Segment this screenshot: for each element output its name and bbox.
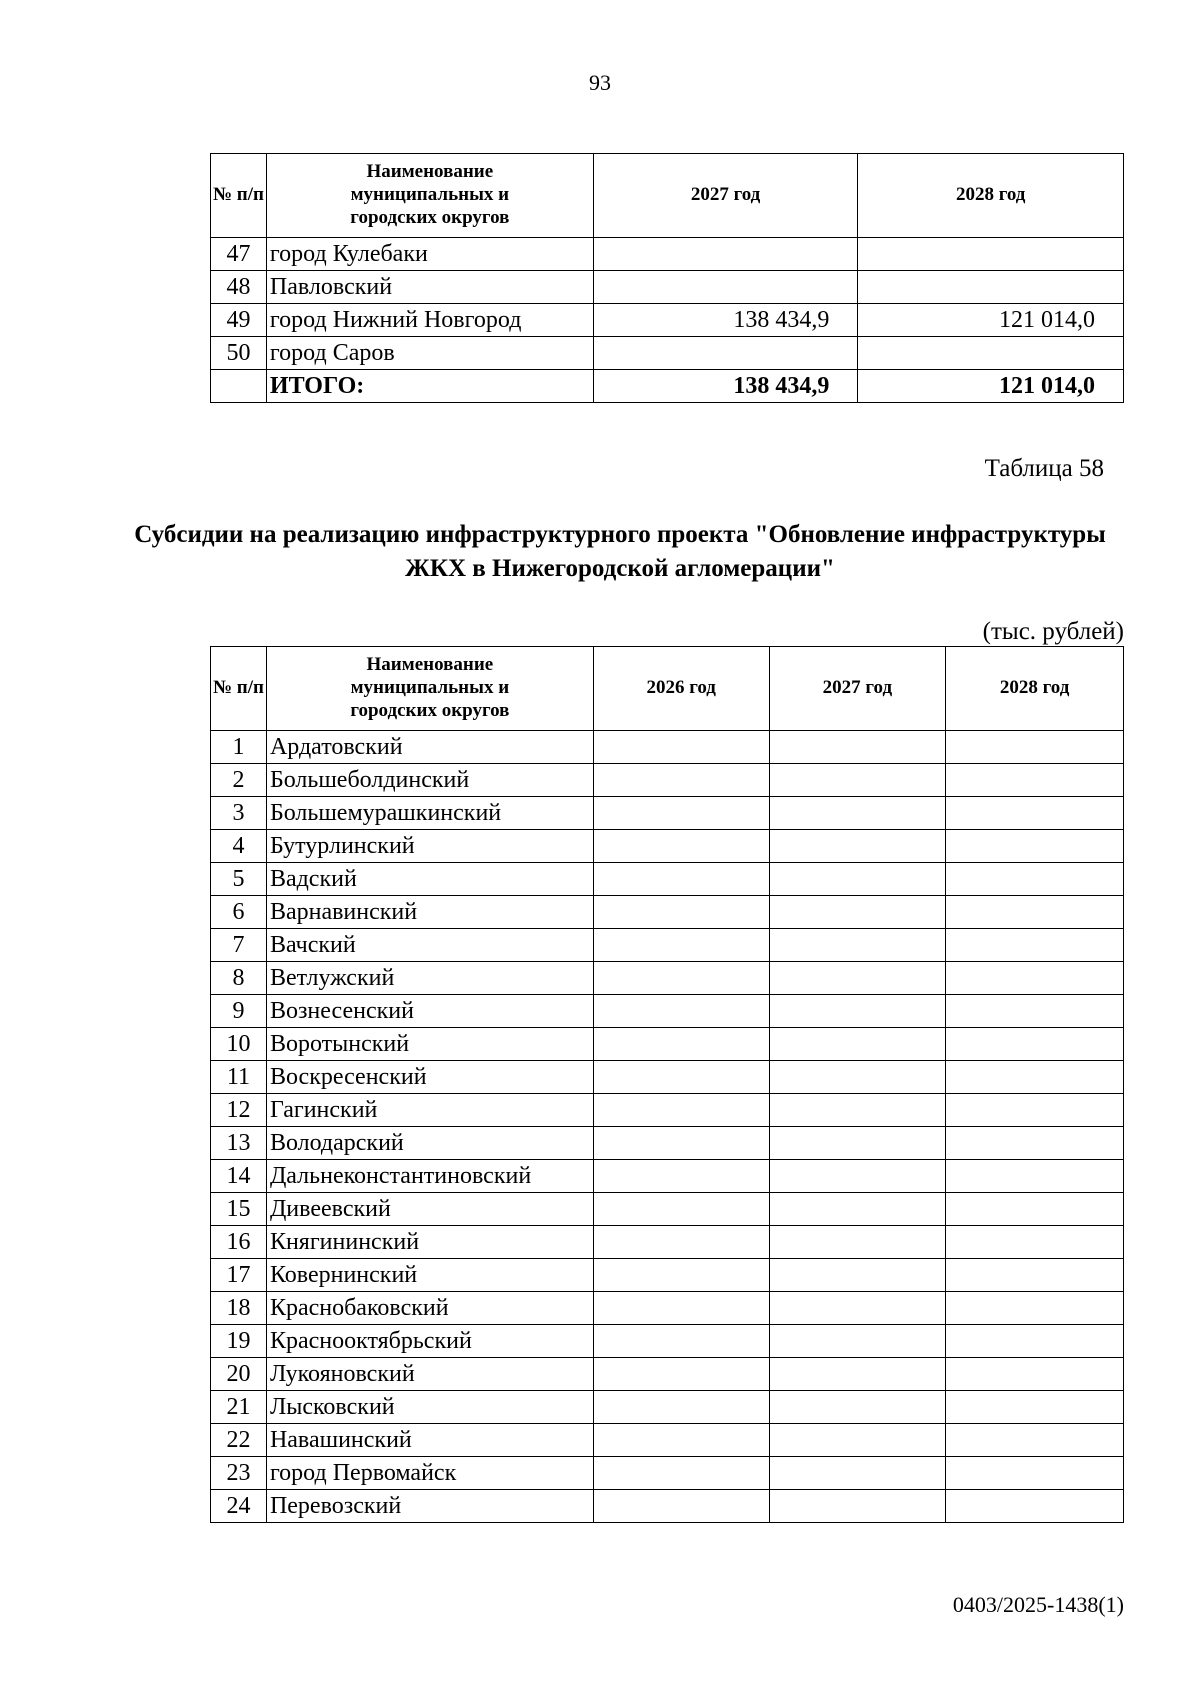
row-value-2026: [593, 1457, 769, 1490]
row-number: 12: [211, 1094, 267, 1127]
row-name: Гагинский: [266, 1094, 593, 1127]
row-value-2026: [593, 1094, 769, 1127]
row-value-2026: [593, 797, 769, 830]
total-row: [211, 370, 1124, 403]
table-header-row: [211, 647, 1124, 731]
row-value-2026: [593, 1160, 769, 1193]
row-value-2028: [946, 764, 1124, 797]
table-header-row: [211, 154, 1124, 238]
total-number-cell: [211, 370, 267, 403]
row-number: 16: [211, 1226, 267, 1259]
table-row: [211, 1226, 1124, 1259]
row-value-2026: [593, 995, 769, 1028]
row-number: 21: [211, 1391, 267, 1424]
row-value-2028: [946, 1490, 1124, 1523]
row-number: 17: [211, 1259, 267, 1292]
row-value-2026: [593, 1193, 769, 1226]
row-value-2028: [946, 1193, 1124, 1226]
row-number: 13: [211, 1127, 267, 1160]
row-value-2028: [946, 995, 1124, 1028]
header-2027: 2027 год: [769, 647, 946, 731]
row-value-2026: [593, 896, 769, 929]
row-value-2027: [769, 731, 946, 764]
row-value-2028: [946, 1127, 1124, 1160]
row-value-2026: [593, 929, 769, 962]
row-value-2027: [769, 1325, 946, 1358]
row-value-2027: [769, 764, 946, 797]
row-value-2027: [769, 1094, 946, 1127]
row-value-2026: [593, 1259, 769, 1292]
row-value-2027: [769, 1127, 946, 1160]
header-number: № п/п: [211, 154, 267, 238]
table-row: [211, 1325, 1124, 1358]
row-value-2027: [769, 863, 946, 896]
row-value-2027: [769, 1193, 946, 1226]
row-value-2028: [946, 1259, 1124, 1292]
row-value-2027: [769, 1259, 946, 1292]
row-name: Ковернинский: [266, 1259, 593, 1292]
row-value-2026: [593, 1490, 769, 1523]
table-row: [211, 962, 1124, 995]
row-value-2028: 121 014,0: [858, 304, 1124, 337]
row-name: Дальнеконстантиновский: [266, 1160, 593, 1193]
row-value-2027: [593, 271, 858, 304]
table-row: [211, 1061, 1124, 1094]
row-number: 48: [211, 271, 267, 304]
row-name: город Нижний Новгород: [266, 304, 593, 337]
table-row: [211, 797, 1124, 830]
page-number: 93: [589, 70, 611, 95]
row-value-2026: [593, 830, 769, 863]
row-value-2027: [769, 962, 946, 995]
row-value-2027: [769, 1061, 946, 1094]
row-name: Большеболдинский: [266, 764, 593, 797]
row-value-2028: [946, 1094, 1124, 1127]
units-label: (тыс. рублей): [982, 618, 1124, 645]
row-value-2028: [946, 1226, 1124, 1259]
row-value-2028: [946, 896, 1124, 929]
subsidy-table: [210, 646, 1124, 1523]
table-row: [211, 863, 1124, 896]
row-value-2027: [769, 1424, 946, 1457]
row-value-2028: [858, 238, 1124, 271]
row-value-2026: [593, 1226, 769, 1259]
row-name: Большемурашкинский: [266, 797, 593, 830]
row-number: 4: [211, 830, 267, 863]
header-name: Наименование муниципальных и городских округов: [266, 647, 593, 731]
row-value-2026: [593, 1061, 769, 1094]
row-value-2026: [593, 1424, 769, 1457]
row-value-2028: [946, 830, 1124, 863]
row-number: 23: [211, 1457, 267, 1490]
row-number: 1: [211, 731, 267, 764]
table-row: [211, 731, 1124, 764]
table-row: [211, 304, 1124, 337]
table-row: [211, 1160, 1124, 1193]
row-name: Ардатовский: [266, 731, 593, 764]
table-row: [211, 1292, 1124, 1325]
row-number: 7: [211, 929, 267, 962]
row-name: Краснобаковский: [266, 1292, 593, 1325]
table-label: Таблица 58: [984, 455, 1104, 482]
row-value-2027: 138 434,9: [593, 304, 858, 337]
row-name: Вадский: [266, 863, 593, 896]
row-value-2027: [769, 1457, 946, 1490]
total-value-2027: 138 434,9: [593, 370, 858, 403]
document-id: 0403/2025-1438(1): [952, 1592, 1124, 1617]
row-number: 8: [211, 962, 267, 995]
row-value-2028: [946, 1358, 1124, 1391]
row-name: Вачский: [266, 929, 593, 962]
row-name: Навашинский: [266, 1424, 593, 1457]
table-row: [211, 764, 1124, 797]
row-value-2028: [946, 1061, 1124, 1094]
row-name: Варнавинский: [266, 896, 593, 929]
row-name: Перевозский: [266, 1490, 593, 1523]
table-row: [211, 1259, 1124, 1292]
row-number: 2: [211, 764, 267, 797]
row-number: 5: [211, 863, 267, 896]
header-2028: 2028 год: [858, 154, 1124, 238]
subsidy-table-continued: [210, 153, 1124, 403]
row-number: 14: [211, 1160, 267, 1193]
row-value-2027: [769, 896, 946, 929]
row-value-2027: [769, 929, 946, 962]
row-value-2026: [593, 731, 769, 764]
row-value-2028: [946, 797, 1124, 830]
table-row: [211, 1457, 1124, 1490]
row-value-2027: [593, 337, 858, 370]
row-name: Лысковский: [266, 1391, 593, 1424]
row-value-2028: [946, 1391, 1124, 1424]
row-value-2028: [946, 1160, 1124, 1193]
row-value-2028: [858, 337, 1124, 370]
table-row: [211, 1094, 1124, 1127]
row-number: 15: [211, 1193, 267, 1226]
table-row: [211, 1490, 1124, 1523]
row-value-2026: [593, 1127, 769, 1160]
row-value-2028: [946, 1292, 1124, 1325]
row-number: 19: [211, 1325, 267, 1358]
row-value-2028: [946, 863, 1124, 896]
row-value-2027: [769, 830, 946, 863]
row-value-2027: [769, 1160, 946, 1193]
row-name: Павловский: [266, 271, 593, 304]
table-row: [211, 896, 1124, 929]
total-label: ИТОГО:: [266, 370, 593, 403]
row-number: 18: [211, 1292, 267, 1325]
row-value-2026: [593, 1325, 769, 1358]
row-value-2028: [858, 271, 1124, 304]
row-value-2028: [946, 962, 1124, 995]
row-value-2027: [769, 995, 946, 1028]
table-row: [211, 1424, 1124, 1457]
table-row: [211, 337, 1124, 370]
table-row: [211, 1127, 1124, 1160]
row-name: Володарский: [266, 1127, 593, 1160]
table-row: [211, 995, 1124, 1028]
header-number: № п/п: [211, 647, 267, 731]
row-number: 11: [211, 1061, 267, 1094]
row-number: 10: [211, 1028, 267, 1061]
row-value-2027: [593, 238, 858, 271]
row-value-2027: [769, 1490, 946, 1523]
row-name: Бутурлинский: [266, 830, 593, 863]
table-row: [211, 830, 1124, 863]
row-value-2026: [593, 1358, 769, 1391]
row-name: Княгининский: [266, 1226, 593, 1259]
table-row: [211, 271, 1124, 304]
table-row: [211, 929, 1124, 962]
table-row: [211, 238, 1124, 271]
row-name: город Кулебаки: [266, 238, 593, 271]
row-number: 6: [211, 896, 267, 929]
header-name: Наименование муниципальных и городских округов: [266, 154, 593, 238]
row-number: 9: [211, 995, 267, 1028]
row-name: город Первомайск: [266, 1457, 593, 1490]
header-2026: 2026 год: [593, 647, 769, 731]
row-number: 47: [211, 238, 267, 271]
row-name: Воротынский: [266, 1028, 593, 1061]
row-value-2028: [946, 929, 1124, 962]
row-value-2028: [946, 1424, 1124, 1457]
table-row: [211, 1028, 1124, 1061]
header-2028: 2028 год: [946, 647, 1124, 731]
table-row: [211, 1193, 1124, 1226]
row-value-2027: [769, 1028, 946, 1061]
row-name: город Саров: [266, 337, 593, 370]
row-value-2028: [946, 1457, 1124, 1490]
row-name: Дивеевский: [266, 1193, 593, 1226]
row-name: Ветлужский: [266, 962, 593, 995]
row-value-2028: [946, 731, 1124, 764]
row-number: 3: [211, 797, 267, 830]
row-value-2027: [769, 1391, 946, 1424]
row-value-2026: [593, 863, 769, 896]
row-number: 24: [211, 1490, 267, 1523]
row-name: Лукояновский: [266, 1358, 593, 1391]
row-number: 50: [211, 337, 267, 370]
row-value-2027: [769, 1358, 946, 1391]
table-row: [211, 1358, 1124, 1391]
row-value-2026: [593, 962, 769, 995]
total-value-2028: 121 014,0: [858, 370, 1124, 403]
row-value-2028: [946, 1325, 1124, 1358]
row-value-2026: [593, 1292, 769, 1325]
header-2027: 2027 год: [593, 154, 858, 238]
table-title: Субсидии на реализацию инфраструктурного проекта "Обновление инфраструктуры ЖКХ в Нижегородской агломерации": [134, 521, 1106, 582]
row-number: 20: [211, 1358, 267, 1391]
row-number: 49: [211, 304, 267, 337]
row-value-2027: [769, 1292, 946, 1325]
row-name: Краснооктябрьский: [266, 1325, 593, 1358]
row-value-2026: [593, 1391, 769, 1424]
row-number: 22: [211, 1424, 267, 1457]
row-name: Вознесенский: [266, 995, 593, 1028]
table-row: [211, 1391, 1124, 1424]
row-value-2027: [769, 1226, 946, 1259]
row-value-2028: [946, 1028, 1124, 1061]
row-name: Воскресенский: [266, 1061, 593, 1094]
row-value-2026: [593, 1028, 769, 1061]
row-value-2026: [593, 764, 769, 797]
row-value-2027: [769, 797, 946, 830]
